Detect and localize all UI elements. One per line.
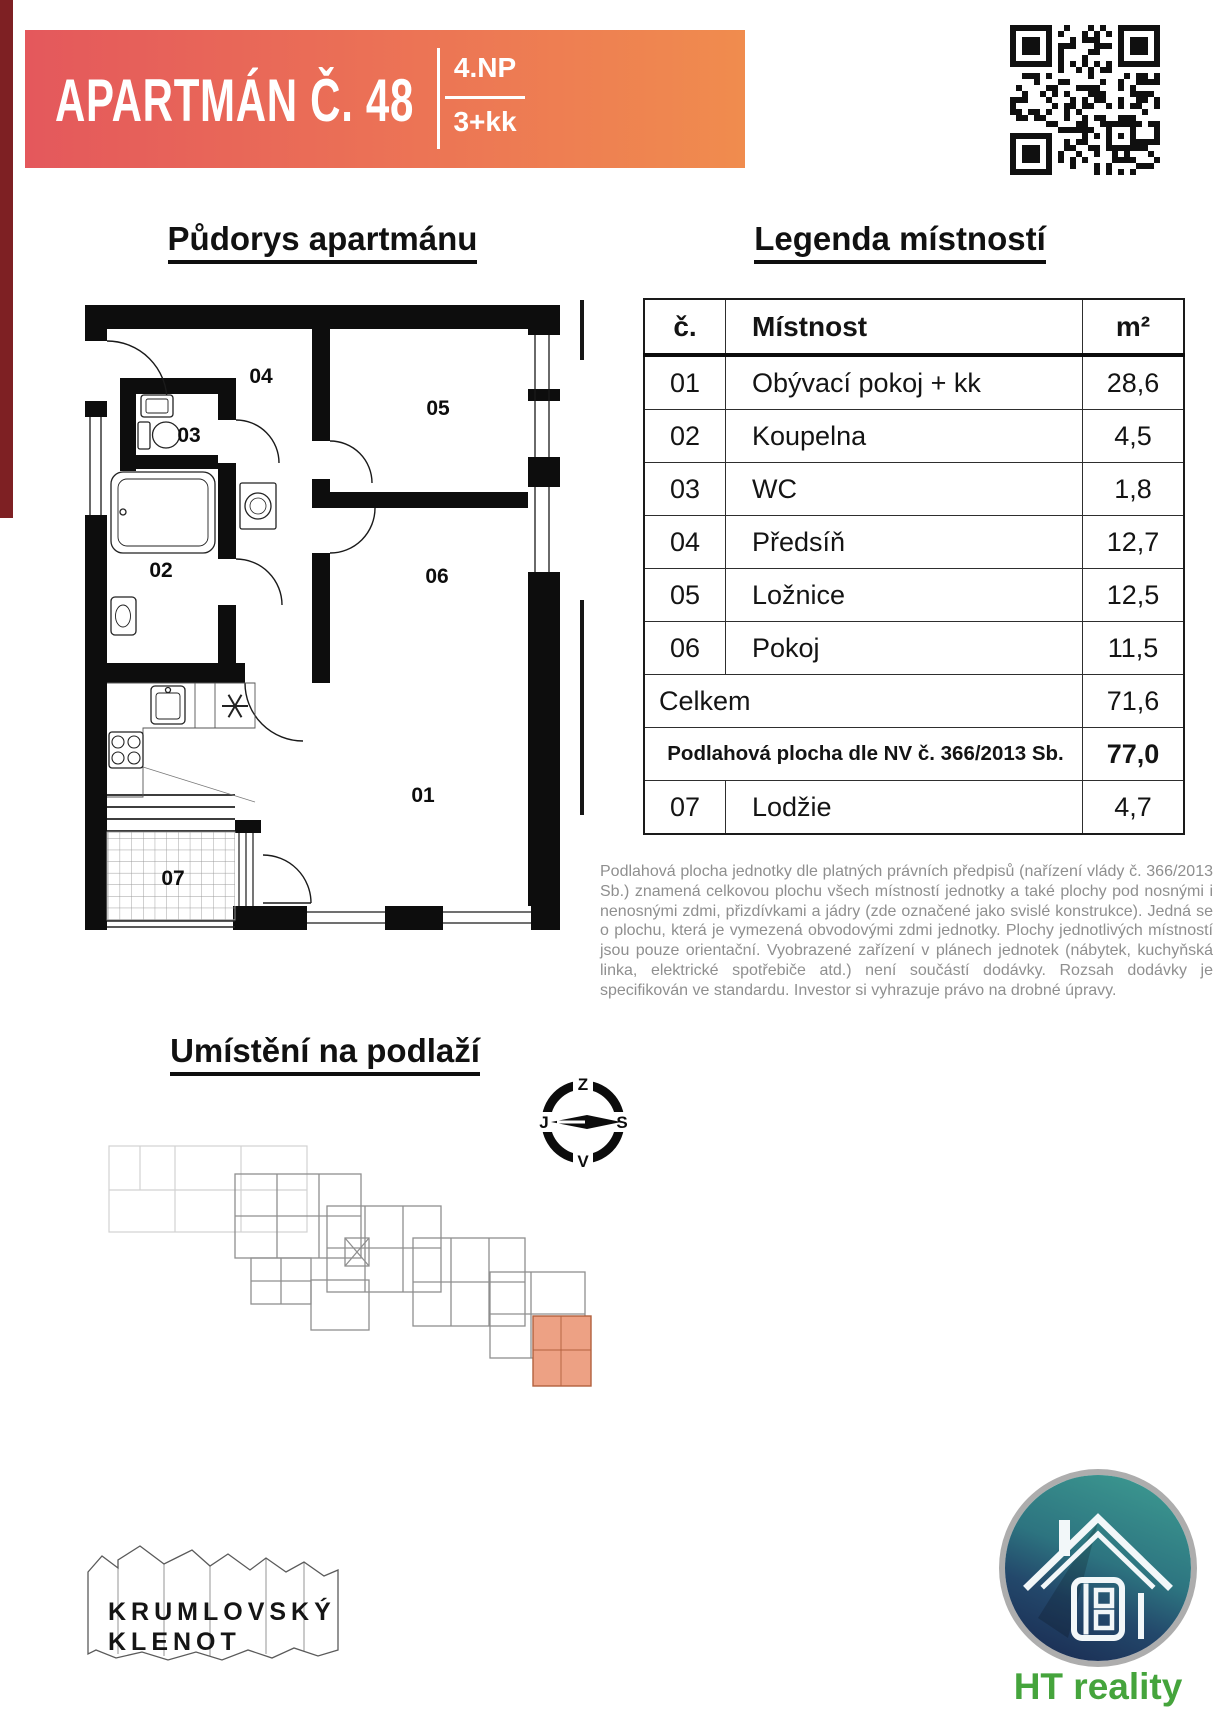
statutory-label-cell: Podlahová plocha dle NV č. 366/2013 Sb.	[644, 728, 1083, 781]
agency-logo-icon	[998, 1468, 1198, 1668]
room-label-07: 07	[161, 867, 185, 890]
room-legend-table	[643, 298, 1185, 835]
room-number-cell: 06	[644, 622, 726, 675]
floor-badge: 4.NP	[453, 52, 517, 83]
page-title: APARTMÁN Č. 48	[55, 67, 415, 134]
developer-logo	[80, 1542, 345, 1677]
legend-header-row	[644, 299, 1184, 355]
room-number-cell: 02	[644, 410, 726, 463]
room-number-cell: 01	[644, 355, 726, 410]
layout-badge: 3+kk	[453, 106, 517, 137]
legend-row	[644, 569, 1184, 622]
compass-north: S	[616, 1113, 628, 1132]
room-label-05: 05	[426, 397, 450, 420]
legend-total-row	[644, 675, 1184, 728]
col-header-room: Místnost	[726, 299, 1083, 355]
room-label-01: 01	[411, 784, 435, 807]
total-value-cell: 71,6	[1083, 675, 1185, 728]
room-number-cell: 07	[644, 781, 726, 835]
accent-stripe	[0, 0, 13, 518]
developer-name-line1: KRUMLOVSKÝ	[108, 1598, 336, 1626]
compass-west: Z	[577, 1075, 589, 1094]
room-label-02: 02	[149, 559, 173, 582]
room-name-cell: Ložnice	[726, 569, 1083, 622]
compass-east: V	[577, 1152, 589, 1171]
room-label-06: 06	[425, 565, 449, 588]
statutory-value-cell: 77,0	[1083, 728, 1185, 781]
header-divider	[437, 48, 440, 149]
col-header-area: m²	[1083, 299, 1185, 355]
room-area-cell: 4,5	[1083, 410, 1185, 463]
room-name-cell: WC	[726, 463, 1083, 516]
room-name-cell: Pokoj	[726, 622, 1083, 675]
room-area-cell: 12,5	[1083, 569, 1185, 622]
location-heading	[85, 1032, 565, 1076]
developer-name-line2: KLENOT	[108, 1628, 241, 1656]
room-labels	[149, 365, 450, 890]
plan-exterior-line	[580, 600, 584, 815]
disclaimer-text: Podlahová plocha jednotky dle platných právních předpisů (nařízení vlády č. 366/2013 Sb.) znamená celkovou plochu všech místností jednotky a také plochy pod nosnými i nenosnými zdmi, přizdívkami a jádry (zde označené jako svislé konstrukce). Jedná se o plochu, která je vymezená obvodovými zdmi jednotky. Plochy jednotlivých místností jsou pouze orientační. Vyobrazené zařízení v plánech jednotek (nábytek, kuchyňská linka, elektrické spotřebiče atd.) není součástí dodávky. Rozsah dodávky je specifikován ve standardu. Investor si vyhrazuje právo na drobné úpravy.	[600, 863, 1213, 999]
room-label-03: 03	[177, 424, 201, 447]
legend-heading	[643, 220, 1157, 264]
legend-row	[644, 622, 1184, 675]
col-header-number: č.	[644, 299, 726, 355]
compass-south: J	[539, 1113, 549, 1132]
qr-code-icon	[1010, 25, 1160, 175]
room-name-cell: Předsíň	[726, 516, 1083, 569]
floorplan-heading-text: Půdorys apartmánu	[168, 220, 478, 264]
floor-plan	[85, 305, 560, 930]
room-number-cell: 05	[644, 569, 726, 622]
total-label-cell: Celkem	[644, 675, 1083, 728]
legend-row	[644, 781, 1184, 835]
room-area-cell: 4,7	[1083, 781, 1185, 835]
room-number-cell: 04	[644, 516, 726, 569]
badge-divider	[445, 96, 525, 99]
room-name-cell: Koupelna	[726, 410, 1083, 463]
legend-row	[644, 516, 1184, 569]
floorplan-heading	[85, 220, 560, 264]
agency-name: HT reality	[1013, 1666, 1183, 1707]
plan-exterior-line	[580, 300, 584, 360]
header-band	[25, 30, 745, 168]
room-area-cell: 1,8	[1083, 463, 1185, 516]
room-label-04: 04	[249, 365, 273, 388]
room-area-cell: 12,7	[1083, 516, 1185, 569]
room-area-cell: 11,5	[1083, 622, 1185, 675]
legend-row	[644, 355, 1184, 410]
legend-row	[644, 410, 1184, 463]
legend-heading-text: Legenda místností	[754, 220, 1046, 264]
location-heading-text: Umístění na podlaží	[170, 1032, 480, 1076]
room-name-cell: Lodžie	[726, 781, 1083, 835]
legend-statutory-row	[644, 728, 1184, 781]
room-area-cell: 28,6	[1083, 355, 1185, 410]
room-name-cell: Obývací pokoj + kk	[726, 355, 1083, 410]
room-number-cell: 03	[644, 463, 726, 516]
legend-row	[644, 463, 1184, 516]
location-plan	[95, 1140, 600, 1390]
highlighted-unit	[533, 1316, 591, 1386]
